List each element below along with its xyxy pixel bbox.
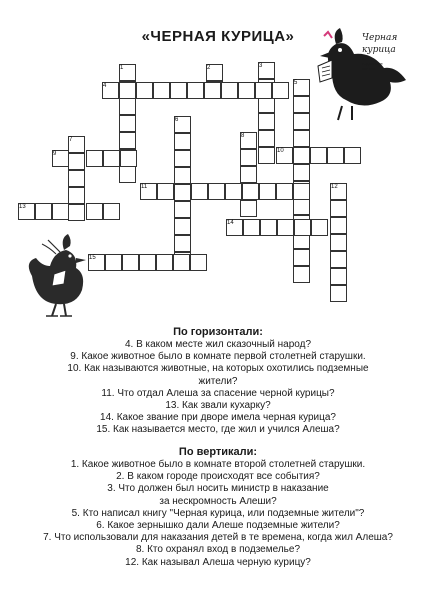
crossword-cell[interactable]	[103, 150, 120, 167]
crossword-cell[interactable]	[136, 82, 153, 99]
across-clue: 14. Какое звание при дворе имела черная курица?	[100, 412, 336, 424]
down-heading: По вертикали:	[178, 446, 258, 458]
crossword-cell[interactable]	[119, 115, 136, 132]
down-clue: 3. Что должен был носить министр в наказание	[107, 483, 329, 495]
book-title-line-2: курица	[362, 45, 396, 55]
crossword-cell[interactable]	[330, 285, 347, 302]
crossword-cell[interactable]	[293, 147, 310, 164]
crossword-cell[interactable]	[344, 147, 361, 164]
crossword-cell[interactable]	[330, 234, 347, 251]
clue-number: 13	[19, 204, 26, 210]
crossword-cell[interactable]	[272, 82, 289, 99]
crossword-cell[interactable]	[68, 170, 85, 187]
crossword-cell[interactable]	[221, 82, 238, 99]
book-cover-illustration	[302, 22, 414, 122]
across-clue: 4. В каком месте жил сказочный народ?	[124, 339, 312, 350]
crossword-cell[interactable]	[240, 149, 257, 166]
crossword-cell[interactable]	[174, 184, 191, 201]
crossword-cell[interactable]	[187, 82, 204, 99]
clue-number: 3	[259, 63, 263, 69]
clue-number: 9	[53, 151, 57, 157]
hen-illustration	[20, 232, 92, 318]
crossword-cell[interactable]	[35, 203, 52, 220]
down-clue: 8. Кто охранял вход в подземелье?	[135, 544, 301, 556]
down-clue-list	[0, 459, 436, 569]
crossword-cell[interactable]	[311, 219, 328, 236]
crossword-cell[interactable]	[330, 217, 347, 234]
crossword-cell[interactable]	[190, 254, 207, 271]
clue-number: 1	[120, 65, 124, 71]
crossword-cell[interactable]	[52, 203, 69, 220]
crossword-cell[interactable]	[255, 82, 272, 99]
crossword-cell[interactable]	[157, 183, 174, 200]
down-clue: 2. В каком городе происходят все события?	[116, 471, 320, 483]
book-subtitle-line-3: жители	[362, 66, 376, 71]
crossword-cell[interactable]	[330, 268, 347, 285]
crossword-cell[interactable]	[330, 251, 347, 268]
across-clue: 13. Как звали кухарку?	[165, 400, 271, 412]
across-clue: 15. Как называется место, где жил и учился Алеша?	[96, 424, 340, 436]
crossword-cell[interactable]	[103, 203, 120, 220]
down-clue: 12. Как называл Алеша черную курицу?	[125, 556, 311, 568]
down-clue: 6. Какое зернышко дали Алеше подземные жители?	[96, 520, 340, 532]
across-clue: 11. Что отдал Алеша за спасение черной курицы?	[101, 387, 335, 399]
crossword-cell[interactable]	[170, 82, 187, 99]
crossword-cell[interactable]	[258, 147, 275, 164]
crossword-cell[interactable]	[276, 183, 293, 200]
clue-number: 15	[89, 255, 96, 261]
crossword-cell[interactable]	[105, 254, 122, 271]
clue-number: 6	[175, 117, 179, 123]
crossword-cell[interactable]	[293, 266, 310, 283]
clue-number: 2	[207, 65, 211, 71]
crossword-cell[interactable]	[330, 200, 347, 217]
crossword-cell[interactable]	[208, 183, 225, 200]
crossword-cell[interactable]	[139, 254, 156, 271]
crossword-cell[interactable]	[174, 150, 191, 167]
crossword-cell[interactable]	[174, 218, 191, 235]
crossword-cell[interactable]	[240, 200, 257, 217]
across-clue-continuation: жители?	[198, 375, 238, 387]
clue-number: 11	[141, 184, 148, 190]
crossword-cell[interactable]	[119, 132, 136, 149]
book-subtitle-line-1: или	[362, 56, 369, 61]
crossword-cell[interactable]	[293, 164, 310, 181]
crossword-cell[interactable]	[258, 113, 275, 130]
across-clue: 10. Как называются животные, на которых охотились подземные	[67, 363, 369, 375]
crossword-cell[interactable]	[173, 254, 190, 271]
black-hen-icon	[29, 234, 86, 316]
crossword-cell[interactable]	[156, 254, 173, 271]
across-heading: По горизонтали:	[173, 326, 263, 338]
crossword-cell[interactable]	[293, 183, 310, 200]
clue-number: 7	[69, 137, 73, 143]
page-title: «ЧЕРНАЯ КУРИЦА»	[141, 28, 295, 45]
crossword-cell[interactable]	[122, 254, 139, 271]
crossword-cell[interactable]	[174, 167, 191, 184]
down-clue: 7. Что использовали для наказания детей в те времена, когда жил Алеша?	[43, 532, 393, 544]
across-clue-list	[0, 339, 436, 437]
crossword-cell[interactable]	[68, 187, 85, 204]
crossword-cell[interactable]	[68, 153, 85, 170]
crossword-cell[interactable]	[327, 147, 344, 164]
down-clue: 5. Кто написал книгу "Черная курица, или подземные жители"?	[71, 507, 365, 519]
clue-number: 5	[294, 80, 298, 86]
crossword-cell[interactable]	[119, 98, 136, 115]
crossword-cell[interactable]	[204, 82, 221, 99]
clue-number: 12	[331, 184, 338, 190]
clue-number: 14	[227, 220, 234, 226]
crossword-cell[interactable]	[260, 219, 277, 236]
clue-number: 8	[241, 133, 245, 139]
crossword-cell[interactable]	[242, 183, 259, 200]
crossword-cell[interactable]	[294, 219, 311, 236]
crossword-cell[interactable]	[120, 150, 137, 167]
crossword-cell[interactable]	[240, 166, 257, 183]
crossword-cell[interactable]	[258, 130, 275, 147]
crossword-cell[interactable]	[86, 203, 103, 220]
down-clue: 1. Какое животное было в комнате второй столетней старушки.	[70, 459, 366, 470]
crossword-cell[interactable]	[191, 183, 208, 200]
clue-number: 10	[277, 148, 284, 154]
crossword-cell[interactable]	[119, 82, 136, 99]
crossword-cell[interactable]	[174, 133, 191, 150]
crossword-cell[interactable]	[293, 130, 310, 147]
crossword-cell[interactable]	[310, 147, 327, 164]
crossword-cell[interactable]	[293, 249, 310, 266]
crossword-cell[interactable]	[225, 183, 242, 200]
crossword-cell[interactable]	[68, 204, 85, 221]
crossword-cell[interactable]	[243, 219, 260, 236]
clue-number: 4	[103, 83, 107, 89]
book-title-line-1: Черная	[362, 33, 398, 43]
crossword-cell[interactable]	[277, 219, 294, 236]
crossword-cell[interactable]	[153, 82, 170, 99]
crossword-cell[interactable]	[86, 150, 103, 167]
across-clue: 9. Какое животное было в комнате первой столетней старушки.	[70, 351, 366, 363]
crossword-cell[interactable]	[174, 201, 191, 218]
book-subtitle-line-2: подземные	[362, 61, 383, 66]
down-clue-continuation: за нескромность Алеши?	[159, 495, 277, 507]
crossword-cell[interactable]	[174, 235, 191, 252]
crossword-cell[interactable]	[119, 166, 136, 183]
crossword-cell[interactable]	[293, 198, 310, 215]
crossword-cell[interactable]	[259, 183, 276, 200]
crossword-cell[interactable]	[238, 82, 255, 99]
